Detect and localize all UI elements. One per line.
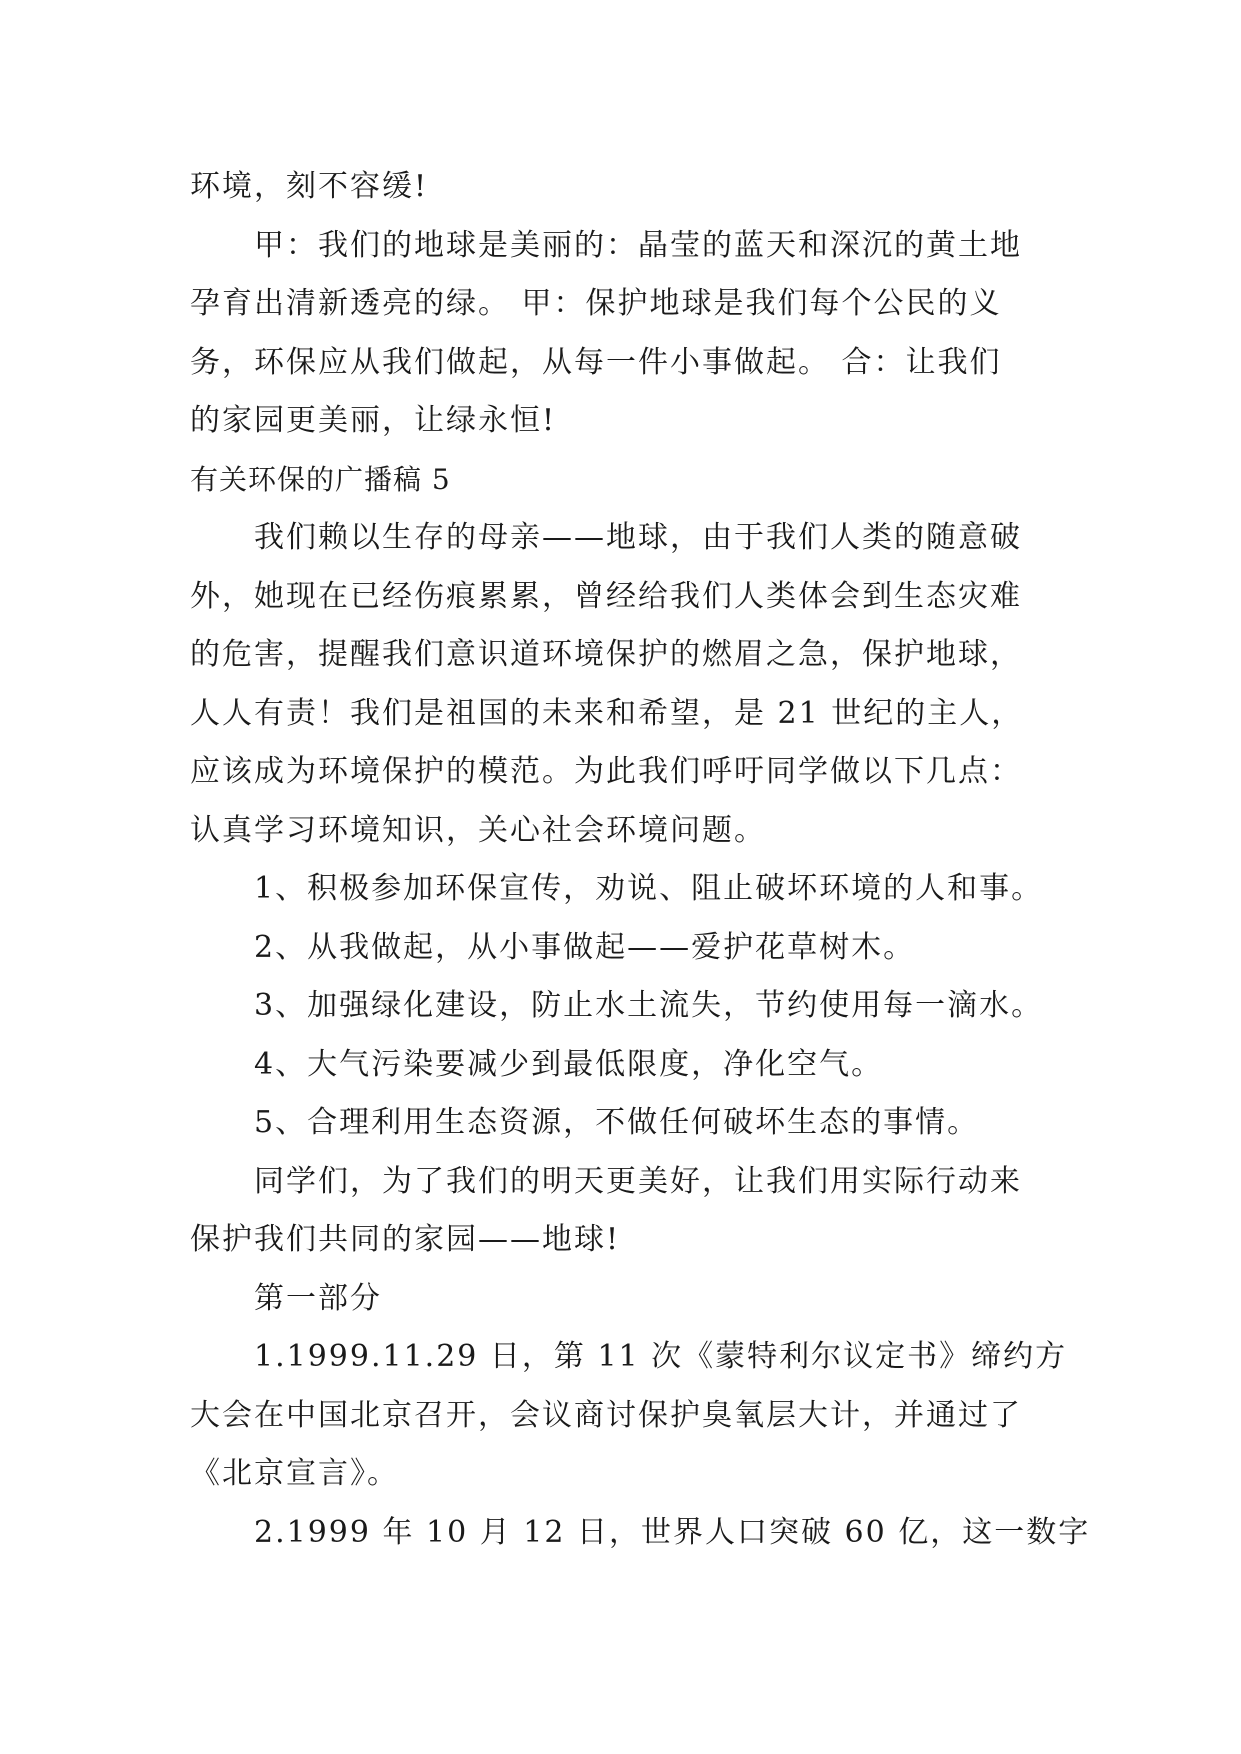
text-line-22: 大会在中国北京召开，会议商讨保护臭氧层大计，并通过了 xyxy=(190,1397,1022,1433)
text-line-7: 我们赖以生存的母亲——地球，由于我们人类的随意破 xyxy=(254,520,1022,555)
text-line-4: 务，环保应从我们做起，从每一件小事做起。 合：让我们 xyxy=(190,344,1002,380)
text-line-19: 保护我们共同的家园——地球! xyxy=(190,1222,621,1257)
text-line-18: 同学们，为了我们的明天更美好，让我们用实际行动来 xyxy=(254,1163,1022,1199)
document-page xyxy=(190,158,1091,1562)
text-line-8: 外，她现在已经伤痕累累，曾经给我们人类体会到生态灾难 xyxy=(190,578,1022,614)
text-line-11: 应该成为环境保护的模范。为此我们呼吁同学做以下几点： xyxy=(190,754,1022,789)
text-line-2: 甲：我们的地球是美丽的：晶莹的蓝天和深沉的黄土地 xyxy=(254,227,1022,263)
list-item-4: 4、大气污染要减少到最低限度，净化空气。 xyxy=(254,1046,884,1082)
section-heading: 有关环保的广播稿 5 xyxy=(190,462,451,496)
text-line-21: 1.1999.11.29 日，第 11 次《蒙特利尔议定书》缔约方 xyxy=(254,1339,1068,1374)
text-line-3: 孕育出清新透亮的绿。 甲：保护地球是我们每个公民的义 xyxy=(190,286,1002,321)
text-line-5: 的家园更美丽，让绿永恒! xyxy=(190,403,557,438)
list-item-2: 2、从我做起，从小事做起——爱护花草树木。 xyxy=(254,929,916,965)
list-item-3: 3、加强绿化建设，防止水土流失，节约使用每一滴水。 xyxy=(254,988,1044,1023)
text-line-1: 环境，刻不容缓! xyxy=(190,169,429,204)
part-heading: 第一部分 xyxy=(254,1280,382,1316)
list-item-5: 5、合理利用生态资源，不做任何破坏生态的事情。 xyxy=(254,1105,980,1140)
text-line-10: 人人有责！我们是祖国的未来和希望，是 21 世纪的主人， xyxy=(190,695,1024,731)
text-line-24: 2.1999 年 10 月 12 日，世界人口突破 60 亿，这一数字 xyxy=(254,1514,1091,1550)
text-line-12: 认真学习环境知识，关心社会环境问题。 xyxy=(190,812,766,848)
text-line-23: 《北京宣言》。 xyxy=(190,1456,399,1491)
text-line-9: 的危害，提醒我们意识道环境保护的燃眉之急，保护地球， xyxy=(190,637,1022,672)
list-item-1: 1、积极参加环保宣传，劝说、阻止破坏环境的人和事。 xyxy=(254,871,1044,906)
